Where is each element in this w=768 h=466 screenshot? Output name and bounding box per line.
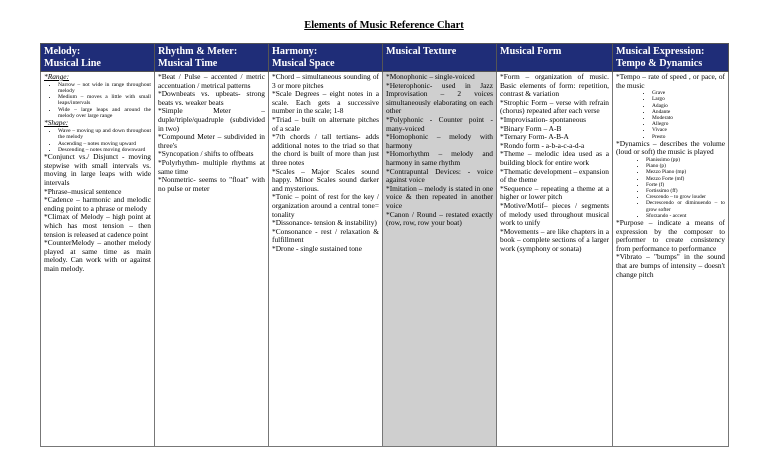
reference-table <box>40 43 729 447</box>
form-cell <box>497 72 613 447</box>
scale-degrees-text: *Scale Degrees – eight notes in a scale. Each gets a successive number in the scale; 1-8 <box>272 89 379 116</box>
purpose-text: *Purpose – indicate a means of expression by the composer to performer to create consistency from performance to performance <box>616 218 725 253</box>
list-item: • Decrescendo or diminuendo – to grow softer <box>646 200 725 212</box>
list-item: • Grave <box>652 90 725 96</box>
list-item: • Forte (f) <box>646 182 725 188</box>
list-item: • Adagio <box>652 103 725 109</box>
harmony-cell <box>269 72 383 447</box>
beat-text: *Beat / Pulse – accented / metric accentuation / metrical patterns <box>158 72 265 90</box>
polyphonic-text: *Polyphonic - Counter point -many-voiced <box>386 114 493 133</box>
downbeats-text: *Downbeats vs. upbeats- strong beats vs. weaker beats <box>158 89 265 107</box>
range-list <box>44 82 151 120</box>
dynamics-text: *Dynamics – describes the volume (loud or soft) the music is played <box>616 138 725 157</box>
list-item: • Andante <box>652 109 725 115</box>
seventh-chords-text: *7th chords / tall tertians- adds additional notes to the triad so that the chord is built of more than just three notes <box>272 132 379 167</box>
homorhythm-text: *Homorhythm – melody and harmony in same rhythm <box>386 149 493 167</box>
countermelody-text: *CounterMelody – another melody played at same time as main melody. Can work with or against main melody. <box>44 238 151 273</box>
improvisation-text: *Improvisation- spontaneous <box>500 114 587 124</box>
list-item: • Descending – notes moving downward <box>58 147 151 153</box>
theme-text: *Theme – melodic idea used as a building block for entire work <box>500 149 609 167</box>
ternary-text: *Ternary Form- A-B-A <box>500 132 569 142</box>
thematic-text: *Thematic development – expansion of the theme <box>500 166 609 185</box>
triad-text: *Triad – built on alternate pitches of a scale <box>272 114 379 133</box>
range-label: *Range: <box>44 72 70 81</box>
tempo-text: *Tempo – rate of speed , or pace, of the music <box>616 72 725 90</box>
list-item: • Sforzando - accent <box>646 213 725 219</box>
canon-text: *Canon / Round – restated exactly (row, row, row your boat) <box>386 209 493 228</box>
list-item: • Ascending – notes moving upward <box>58 141 151 147</box>
shape-label: *Shape: <box>44 118 69 128</box>
header-expression: Musical Expression: Tempo & Dynamics <box>613 44 729 72</box>
syncopation-text: *Syncopation / shifts to offbeats <box>158 149 254 159</box>
header-melody: Melody: Musical Line <box>41 44 155 72</box>
header-texture: Musical Texture <box>383 44 497 72</box>
list-item: • Moderato <box>652 115 725 121</box>
list-item: • Pianissimo (pp) <box>646 157 725 163</box>
compound-meter-text: *Compound Meter – subdivided in three's <box>158 132 265 150</box>
header-harmony: Harmony: Musical Space <box>269 44 383 72</box>
imitation-text: *Imitation – melody is stated in one voice & then repeated in another voice <box>386 183 493 210</box>
climax-text: *Climax of Melody – high point at which has most tension – then tension is released at cadence point <box>44 212 151 239</box>
binary-text: *Binary Form – A-B <box>500 123 562 133</box>
melody-cell <box>41 72 155 447</box>
list-item: • Allegro <box>652 121 725 127</box>
drone-text: *Drone - single sustained tone <box>272 243 362 253</box>
list-item: • Mezzo Forte (mf) <box>646 176 725 182</box>
dissonance-text: *Dissonance- tension & instability) <box>272 218 377 228</box>
texture-cell <box>383 72 497 447</box>
list-item: • Presto <box>652 134 725 140</box>
sequence-text: *Sequence – repeating a theme at a higher or lower pitch <box>500 183 609 202</box>
rhythm-cell <box>155 72 269 447</box>
homophonic-text: *Homophonic – melody with harmony <box>386 132 493 150</box>
chord-text: *Chord – simultaneous sounding of 3 or more pitches <box>272 72 379 90</box>
contrapuntal-text: *Contrapuntal Devices: - voice against voice <box>386 166 493 185</box>
list-item: • Wide – large leaps and around the melody over large range <box>58 107 151 120</box>
conjunct-text: *Conjunct vs./ Disjunct - moving stepwise with small intervals vs. moving in large leaps with wide intervals <box>44 152 151 187</box>
strophic-text: *Strophic Form – verse with refrain (chorus) repeated after each verse <box>500 97 609 116</box>
phrase-text: *Phrase–musical sentence <box>44 186 122 196</box>
list-item: • Mezzo Piano (mp) <box>646 169 725 175</box>
movements-text: *Movements – are like chapters in a book – complete sections of a larger work (symphony or sonata) <box>500 226 609 253</box>
motive-text: *Motive/Motif– pieces / segments of melody used throughout musical work to unify <box>500 200 609 228</box>
list-item: • Fortissimo (ff) <box>646 188 725 194</box>
rondo-text: *Rondo form - a-b-a-c-a-d-a <box>500 140 585 150</box>
list-item: • Medium – moves a little with small leaps/intervals <box>58 94 151 107</box>
shape-list <box>44 128 151 153</box>
page-title: Elements of Music Reference Chart <box>304 20 464 31</box>
monophonic-text: *Monophonic – single-voiced <box>386 72 475 81</box>
tempo-list <box>616 90 725 140</box>
polyrhythm-text: *Polyrhythm- multiple rhythms at same time <box>158 157 265 176</box>
content-row <box>41 72 729 447</box>
list-item: • Largo <box>652 96 725 102</box>
heterophonic-text: *Heterophonic- used in Jazz Improvisation – 2 voices simultaneously elaborating on each other <box>386 80 493 116</box>
form-text: *Form – organization of music. Basic elements of form: repetition, contrast & variation <box>500 72 609 99</box>
dynamics-list <box>616 157 725 219</box>
list-item: • Narrow – not wide in range throughout melody <box>58 82 151 95</box>
expression-cell <box>613 72 729 447</box>
vibrato-text: *Vibrato – "bumps" in the sound that are bumps of intensity – doesn't change pitch <box>616 252 725 279</box>
consonance-text: *Consonance - rest / relaxation & fulfillment <box>272 226 379 245</box>
scales-text: *Scales – Major Scales sound happy. Minor Scales sound darker and mysterious. <box>272 166 379 193</box>
list-item: • Crescendo – to grow louder <box>646 194 725 200</box>
header-rhythm: Rhythm & Meter: Musical Time <box>155 44 269 72</box>
header-form: Musical Form <box>497 44 613 72</box>
nonmetric-text: *Nonmetric- seems to "float" with no pulse or meter <box>158 175 265 193</box>
simple-meter-text: *Simple Meter – duple/triple/quadruple (subdivided in two) <box>158 106 265 133</box>
header-row <box>41 44 729 72</box>
list-item: • Vivace <box>652 127 725 133</box>
tonic-text: *Tonic – point of rest for the key / organization around a central tone= tonality <box>272 192 379 219</box>
cadence-text: *Cadence – harmonic and melodic ending point to a phrase or melody <box>44 195 151 213</box>
list-item: • Wave – moving up and down throughout the melody <box>58 128 151 141</box>
list-item: • Piano (p) <box>646 163 725 169</box>
